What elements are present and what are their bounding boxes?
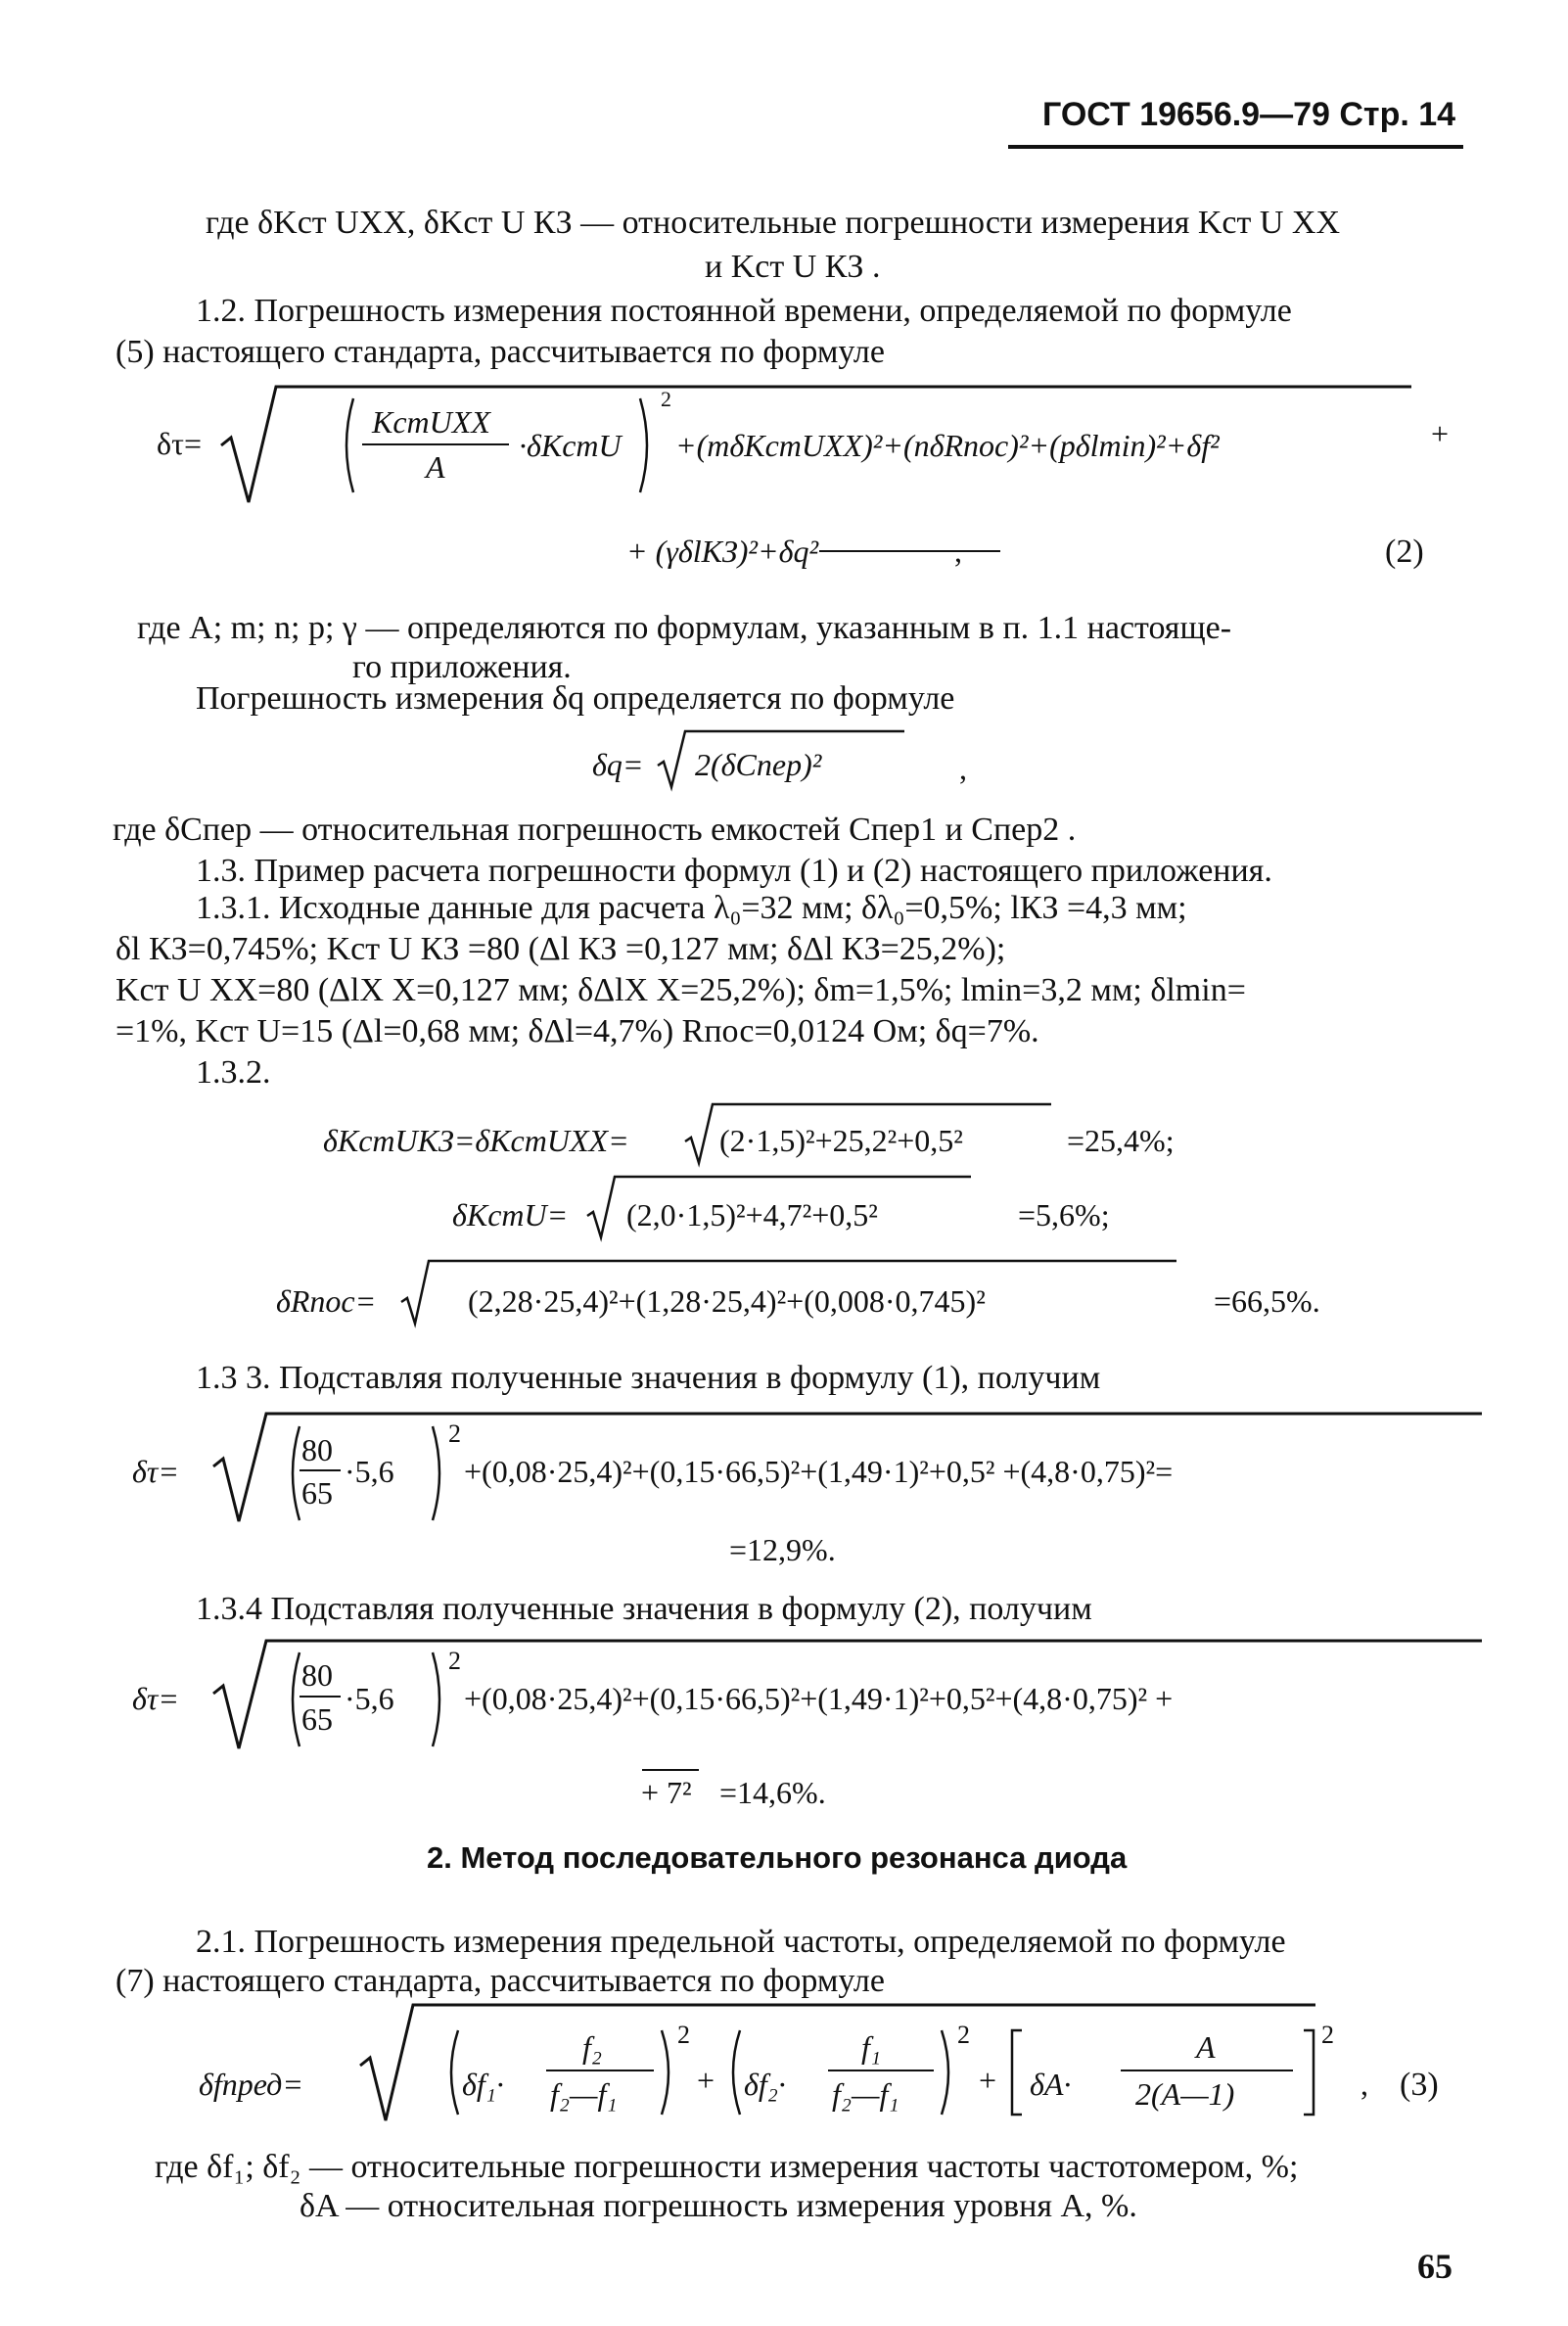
f134-den: 65 xyxy=(301,1701,333,1737)
f3-t1-paren-left xyxy=(442,2028,462,2117)
f134-mul: ·5,6 xyxy=(345,1681,394,1716)
formula-2-number: (2) xyxy=(1385,534,1424,570)
f134-num: 80 xyxy=(301,1657,333,1693)
f133-paren-right xyxy=(429,1424,448,1522)
formula-2-line-2: + (γδlКЗ)²+δq² xyxy=(626,534,819,569)
calc-2-result: =5,6%; xyxy=(1018,1197,1110,1233)
where-line-2: и Kст U КЗ . xyxy=(705,249,881,285)
f133-exp: 2 xyxy=(448,1419,461,1448)
f134-exp: 2 xyxy=(448,1647,461,1675)
calc-3-result: =66,5%. xyxy=(1214,1283,1320,1319)
f3-t3-bar xyxy=(1121,2070,1293,2071)
f3-t2-bar xyxy=(828,2070,934,2071)
formula-2-frac-num: KстUXX xyxy=(372,404,490,440)
f3-t3-pre: δA· xyxy=(1030,2067,1072,2102)
formula-2-frac-den: A xyxy=(426,449,445,485)
formula-2-paren-exp: 2 xyxy=(661,387,671,411)
f133-mul: ·5,6 xyxy=(345,1454,394,1489)
formula-2-frac-bar xyxy=(362,443,509,445)
calc-2-radicand: (2,0·1,5)²+4,7²+0,5² xyxy=(626,1197,878,1233)
where-2-line-1: где A; m; n; p; γ — определяются по формулам, указанным в п. 1.1 настояще- xyxy=(137,610,1232,646)
calc-2-lhs: δKстU= xyxy=(452,1197,569,1233)
f3-t3-bracket-right xyxy=(1298,2028,1317,2117)
formula-2-paren-left xyxy=(338,396,357,494)
f133-rest: +(0,08·25,4)²+(0,15·66,5)²+(1,49·1)²+0,5² +(4,8·0,75)²= xyxy=(464,1454,1174,1489)
formula-2-paren-right xyxy=(636,396,656,494)
f3-plus-1: + xyxy=(697,2063,715,2098)
f3-t1-exp: 2 xyxy=(677,2021,690,2049)
para-2-1-line-1: 2.1. Погрешность измерения предельной частоты, определяемой по формуле xyxy=(196,1924,1286,1960)
formula-2-plus-end: + xyxy=(1431,416,1450,451)
f133-result: =12,9%. xyxy=(729,1532,836,1567)
f133-paren-left xyxy=(284,1424,303,1522)
para-1-3-1-line-2: δl КЗ=0,745%; Kст U КЗ =80 (Δl КЗ =0,127 мм; δΔl КЗ=25,2%); xyxy=(115,931,1006,967)
dq-intro: Погрешность измерения δq определяется по формуле xyxy=(196,680,955,717)
para-1-2-line-2: (5) настоящего стандарта, рассчитывается по формуле xyxy=(115,334,885,370)
f3-t3-bracket-left xyxy=(1008,2028,1028,2117)
f134-paren-right xyxy=(429,1651,448,1748)
f3-comma: , xyxy=(1360,2067,1368,2102)
f3-t2-pre: δf₂· xyxy=(744,2067,786,2102)
f3-t1-den: f₂—f₁ xyxy=(550,2076,618,2112)
formula-2-tail: +(mδKстUXX)²+(nδRпос)²+(pδlmin)²+δf² xyxy=(675,428,1220,463)
f3-t2-paren-right xyxy=(938,2028,957,2117)
f3-t3-num: A xyxy=(1196,2029,1216,2065)
f3-t2-paren-left xyxy=(724,2028,744,2117)
page-header: ГОСТ 19656.9—79 Стр. 14 xyxy=(1042,96,1456,133)
f134-line-2: + 7² xyxy=(641,1775,692,1810)
f3-t1-pre: δf₁· xyxy=(462,2067,504,2102)
page-number: 65 xyxy=(1417,2247,1453,2286)
para-1-3-4: 1.3.4 Подставляя полученные значения в формулу (2), получим xyxy=(196,1591,1092,1627)
formula-2-comma: , xyxy=(954,534,962,569)
calc-1-radicand: (2·1,5)²+25,2²+0,5² xyxy=(719,1123,963,1158)
calc-1-result: =25,4%; xyxy=(1067,1123,1175,1158)
where-3-line-2: δA — относительная погрешность измерения уровня А, %. xyxy=(300,2188,1137,2224)
f134-frac-bar xyxy=(300,1696,341,1698)
f3-t2-exp: 2 xyxy=(957,2021,970,2049)
para-1-3-3: 1.3 3. Подставляя полученные значения в формулу (1), получим xyxy=(196,1360,1101,1396)
f134-lhs: δτ= xyxy=(132,1681,179,1716)
dq-radicand: 2(δCпер)² xyxy=(695,747,822,782)
para-1-3-2-label: 1.3.2. xyxy=(196,1054,271,1091)
f133-frac-bar xyxy=(300,1469,341,1471)
f3-t1-num: f₂ xyxy=(582,2029,603,2065)
where-c: где δCпер — относительная погрешность емкостей Cпер1 и Cпер2 . xyxy=(113,812,1077,848)
f3-t2-den: f₂—f₁ xyxy=(832,2076,899,2112)
where-2-line-2: го приложения. xyxy=(352,649,572,685)
dq-lhs: δq= xyxy=(592,747,644,782)
para-1-3-1-line-3: Kст U XX=80 (ΔlX X=0,127 мм; δΔlX X=25,2%); δm=1,5%; lmin=3,2 мм; δlmin= xyxy=(115,972,1246,1008)
para-1-2-line-1: 1.2. Погрешность измерения постоянной времени, определяемой по формуле xyxy=(196,293,1292,329)
where-line-1: где δKст UXX, δKст U КЗ — относительные погрешности измерения Kст U XX xyxy=(206,205,1341,241)
f3-number: (3) xyxy=(1400,2067,1439,2103)
where-3-line-1: где δf₁; δf₂ — относительные погрешности измерения частоты частотомером, %; xyxy=(155,2149,1299,2185)
para-2-1-line-2: (7) настоящего стандарта, рассчитывается по формуле xyxy=(115,1963,885,1999)
calc-3-lhs: δRпос= xyxy=(276,1283,377,1319)
formula-2-mid: ·δKстU xyxy=(519,428,622,463)
f3-t3-exp: 2 xyxy=(1321,2021,1334,2049)
calc-1-lhs: δKстUКЗ=δKстUXX= xyxy=(323,1123,629,1158)
para-1-3-1-line-1: 1.3.1. Исходные данные для расчета λ₀=32 мм; δλ₀=0,5%; lКЗ =4,3 мм; xyxy=(196,890,1187,926)
f3-lhs: δfпред= xyxy=(199,2067,303,2102)
f3-t1-bar xyxy=(546,2070,654,2071)
f133-den: 65 xyxy=(301,1475,333,1511)
f134-rest: +(0,08·25,4)²+(0,15·66,5)²+(1,49·1)²+0,5²+(4,8·0,75)² + xyxy=(464,1681,1174,1716)
f3-plus-2: + xyxy=(979,2063,997,2098)
formula-2-lhs: δτ= xyxy=(157,426,202,461)
f3-t2-num: f₁ xyxy=(861,2029,882,2065)
para-1-3: 1.3. Пример расчета погрешности формул (1) и (2) настоящего приложения. xyxy=(196,853,1272,889)
header-rule xyxy=(1008,145,1463,149)
f3-t1-paren-right xyxy=(658,2028,677,2117)
para-1-3-1-line-4: =1%, Kст U=15 (Δl=0,68 мм; δΔl=4,7%) Rпос=0,0124 Ом; δq=7%. xyxy=(115,1013,1039,1049)
dq-comma: , xyxy=(959,751,967,786)
f134-paren-left xyxy=(284,1651,303,1748)
section-2-title: 2. Метод последовательного резонанса диода xyxy=(427,1840,1128,1875)
f133-num: 80 xyxy=(301,1432,333,1467)
calc-3-radicand: (2,28·25,4)²+(1,28·25,4)²+(0,008·0,745)² xyxy=(468,1283,986,1319)
f133-lhs: δτ= xyxy=(132,1454,179,1489)
f134-result: =14,6%. xyxy=(719,1775,826,1810)
f3-t3-den: 2(A—1) xyxy=(1135,2076,1235,2112)
